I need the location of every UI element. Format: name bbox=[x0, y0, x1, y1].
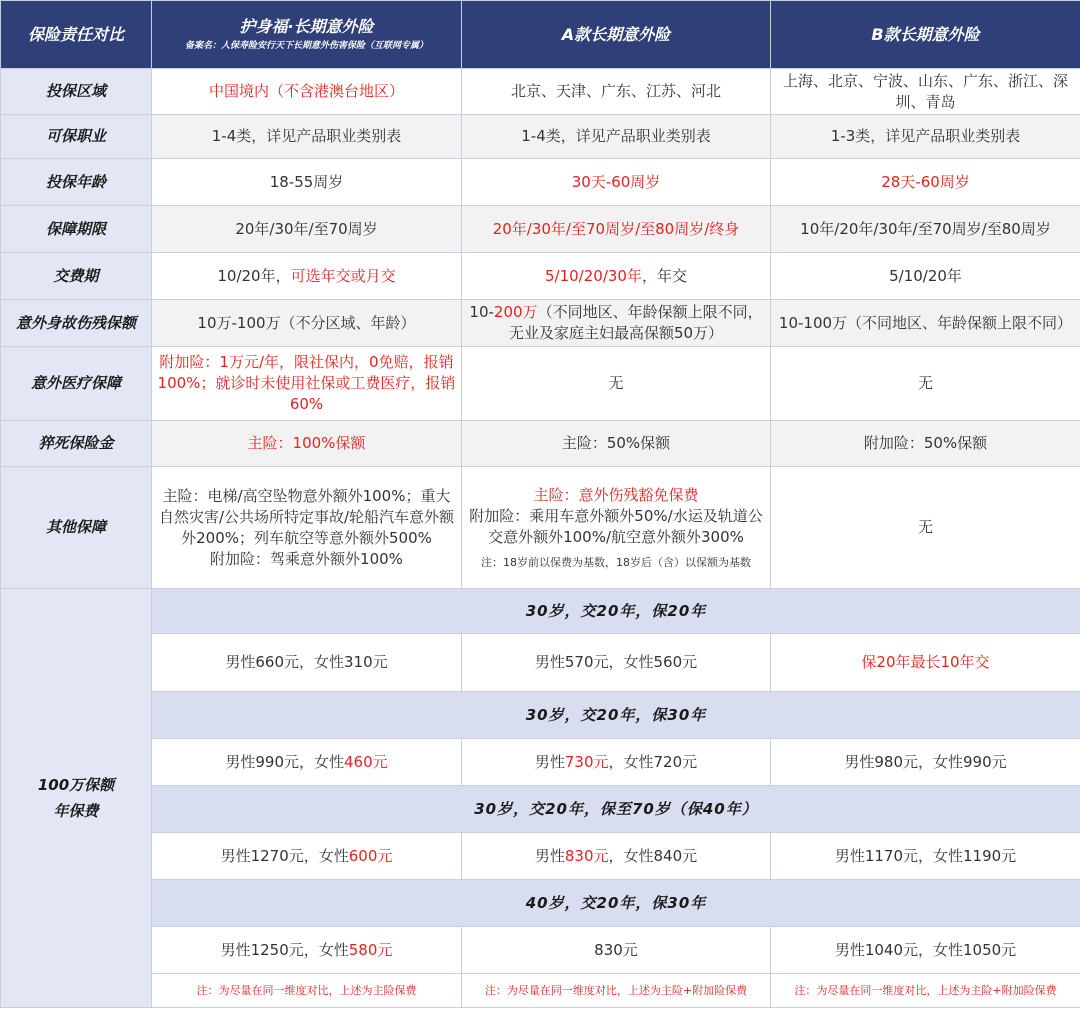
premium-note-a-text: 注：为尽量在同一维度对比，上述为主险+附加险保费 bbox=[484, 983, 748, 997]
premium-s2-main-a: 男性990元，女性 bbox=[225, 752, 344, 771]
death-benefit-b: 10-100万（不同地区、年龄保额上限不同） bbox=[771, 300, 1080, 347]
sudden-death-main: 主险：100%保额 bbox=[152, 421, 462, 467]
row-label-term: 保障期限 bbox=[1, 206, 152, 253]
death-benefit-main: 10万-100万（不分区域、年龄） bbox=[152, 300, 462, 347]
header-col-label: 保险责任对比 bbox=[1, 1, 152, 69]
payment-main-mode: 可选年交或月交 bbox=[290, 266, 396, 285]
row-age bbox=[1, 159, 1080, 206]
row-medical bbox=[1, 347, 1080, 421]
row-label-payment: 交费期 bbox=[1, 253, 152, 300]
row-label-premium bbox=[1, 589, 152, 1008]
premium-section-3-header bbox=[1, 786, 1080, 833]
occupation-a: 1-4类，详见产品职业类别表 bbox=[462, 115, 771, 159]
payment-a bbox=[462, 253, 771, 300]
row-payment bbox=[1, 253, 1080, 300]
payment-b: 5/10/20年 bbox=[771, 253, 1080, 300]
premium-section-2-header bbox=[1, 692, 1080, 739]
region-a: 北京、天津、广东、江苏、河北 bbox=[462, 69, 771, 115]
header-row bbox=[1, 1, 1080, 69]
sudden-death-b: 附加险：50%保额 bbox=[771, 421, 1080, 467]
region-b: 上海、北京、宁波、山东、广东、浙江、深圳、青岛 bbox=[771, 69, 1080, 115]
premium-s3-b: 男性1170元，女性1190元 bbox=[771, 833, 1080, 880]
death-benefit-a bbox=[462, 300, 771, 347]
premium-s3-a-b: 830元 bbox=[564, 846, 609, 865]
premium-section-2-row bbox=[1, 739, 1080, 786]
payment-main-years: 10/20年， bbox=[217, 266, 291, 285]
premium-s3-a bbox=[462, 833, 771, 880]
other-main bbox=[152, 467, 462, 589]
premium-section-4-header bbox=[1, 880, 1080, 927]
premium-label: 100万保额年保费 bbox=[37, 776, 115, 820]
premium-s3-main-b: 600元 bbox=[348, 846, 393, 865]
occupation-main: 1-4类，详见产品职业类别表 bbox=[152, 115, 462, 159]
product-main-filing-name: 备案名：人保寿险安行天下长期意外伤害保险（互联网专属） bbox=[184, 41, 428, 51]
term-a: 20年/30年/至70周岁/至80周岁/终身 bbox=[462, 206, 771, 253]
premium-notes-row bbox=[1, 974, 1080, 1008]
premium-note-b-text: 注：为尽量在同一维度对比，上述为主险+附加险保费 bbox=[794, 983, 1057, 997]
age-main: 18-55周岁 bbox=[152, 159, 462, 206]
premium-note-main bbox=[152, 974, 462, 1008]
premium-s4-main-a: 男性1250元，女性 bbox=[220, 940, 349, 959]
premium-section-1-row bbox=[1, 634, 1080, 692]
premium-s2-a-c: ，女性720元 bbox=[608, 752, 698, 771]
premium-s1-main: 男性660元，女性310元 bbox=[152, 634, 462, 692]
premium-note-main-text: 注：为尽量在同一维度对比，上述为主险保费 bbox=[196, 983, 417, 997]
row-label-death-benefit: 意外身故伤残保额 bbox=[1, 300, 152, 347]
death-benefit-a-max: 200万 bbox=[493, 303, 538, 321]
premium-s4-main-b: 580元 bbox=[348, 940, 393, 959]
premium-section-2-title: 30岁，交20年，保30年 bbox=[152, 692, 1080, 739]
premium-s3-main-a: 男性1270元，女性 bbox=[220, 846, 349, 865]
row-label-sudden-death: 猝死保险金 bbox=[1, 421, 152, 467]
premium-s2-b: 男性980元，女性990元 bbox=[771, 739, 1080, 786]
row-label-region: 投保区域 bbox=[1, 69, 152, 115]
premium-note-b bbox=[771, 974, 1080, 1008]
row-region bbox=[1, 69, 1080, 115]
header-product-a: A款长期意外险 bbox=[462, 1, 771, 69]
other-a bbox=[462, 467, 771, 589]
premium-section-3-title: 30岁，交20年，保至70岁（保40年） bbox=[152, 786, 1080, 833]
premium-section-4-row bbox=[1, 927, 1080, 974]
premium-section-1-header bbox=[1, 589, 1080, 634]
premium-s2-main-b: 460元 bbox=[344, 752, 388, 771]
term-main: 20年/30年/至70周岁 bbox=[152, 206, 462, 253]
premium-s2-main bbox=[152, 739, 462, 786]
other-a-waiver: 主险：意外伤残豁免保费 bbox=[533, 486, 699, 504]
premium-s4-a: 830元 bbox=[462, 927, 771, 974]
other-main-rider: 附加险：驾乘意外额外100% bbox=[210, 549, 403, 568]
other-b: 无 bbox=[771, 467, 1080, 589]
row-death-benefit bbox=[1, 300, 1080, 347]
premium-s4-b: 男性1040元，女性1050元 bbox=[771, 927, 1080, 974]
other-a-rider: 附加险：乘用车意外额外50%/水运及轨道公交意外额外100%/航空意外额外300% bbox=[469, 507, 763, 546]
payment-a-mode: ，年交 bbox=[641, 266, 687, 285]
other-a-note: 注：18岁前以保费为基数，18岁后（含）以保额为基数 bbox=[481, 556, 751, 569]
row-label-occupation: 可保职业 bbox=[1, 115, 152, 159]
row-term bbox=[1, 206, 1080, 253]
premium-s2-a-a: 男性 bbox=[534, 752, 565, 771]
header-product-b: B款长期意外险 bbox=[771, 1, 1080, 69]
premium-s1-b: 保20年最长10年交 bbox=[771, 634, 1080, 692]
medical-b: 无 bbox=[771, 347, 1080, 421]
medical-main: 附加险：1万元/年，限社保内，0免赔，报销100%；就诊时未使用社保或工费医疗，报销60% bbox=[152, 347, 462, 421]
premium-s4-main bbox=[152, 927, 462, 974]
sudden-death-a: 主险：50%保额 bbox=[462, 421, 771, 467]
header-product-main bbox=[152, 1, 462, 69]
premium-note-a bbox=[462, 974, 771, 1008]
premium-s3-a-a: 男性 bbox=[534, 846, 565, 865]
product-main-title: 护身福·长期意外险 bbox=[239, 17, 374, 36]
premium-section-1-title: 30岁，交20年，保20年 bbox=[152, 589, 1080, 634]
death-benefit-a-detail: （不同地区、年龄保额上限不同，无业及家庭主妇最高保额50万） bbox=[508, 303, 763, 342]
region-main: 中国境内（不含港澳台地区） bbox=[152, 69, 462, 115]
premium-s3-main bbox=[152, 833, 462, 880]
premium-section-4-title: 40岁，交20年，保30年 bbox=[152, 880, 1080, 927]
premium-section-3-row bbox=[1, 833, 1080, 880]
premium-s1-a: 男性570元，女性560元 bbox=[462, 634, 771, 692]
row-label-other: 其他保障 bbox=[1, 467, 152, 589]
death-benefit-a-min: 10- bbox=[469, 303, 494, 321]
premium-s2-a bbox=[462, 739, 771, 786]
age-a: 30天-60周岁 bbox=[462, 159, 771, 206]
row-label-age: 投保年龄 bbox=[1, 159, 152, 206]
payment-a-years: 5/10/20/30年 bbox=[545, 266, 642, 285]
row-other bbox=[1, 467, 1080, 589]
term-b: 10年/20年/30年/至70周岁/至80周岁 bbox=[771, 206, 1080, 253]
other-main-primary: 主险：电梯/高空坠物意外额外100%；重大自然灾害/公共场所特定事故/轮船汽车意外额外200%；列车航空等意外额外500% bbox=[158, 486, 455, 547]
premium-s3-a-c: ，女性840元 bbox=[608, 846, 698, 865]
row-sudden-death bbox=[1, 421, 1080, 467]
age-b: 28天-60周岁 bbox=[771, 159, 1080, 206]
occupation-b: 1-3类，详见产品职业类别表 bbox=[771, 115, 1080, 159]
row-occupation bbox=[1, 115, 1080, 159]
row-label-medical: 意外医疗保障 bbox=[1, 347, 152, 421]
medical-a: 无 bbox=[462, 347, 771, 421]
payment-main bbox=[152, 253, 462, 300]
premium-s2-a-b: 730元 bbox=[564, 752, 609, 771]
